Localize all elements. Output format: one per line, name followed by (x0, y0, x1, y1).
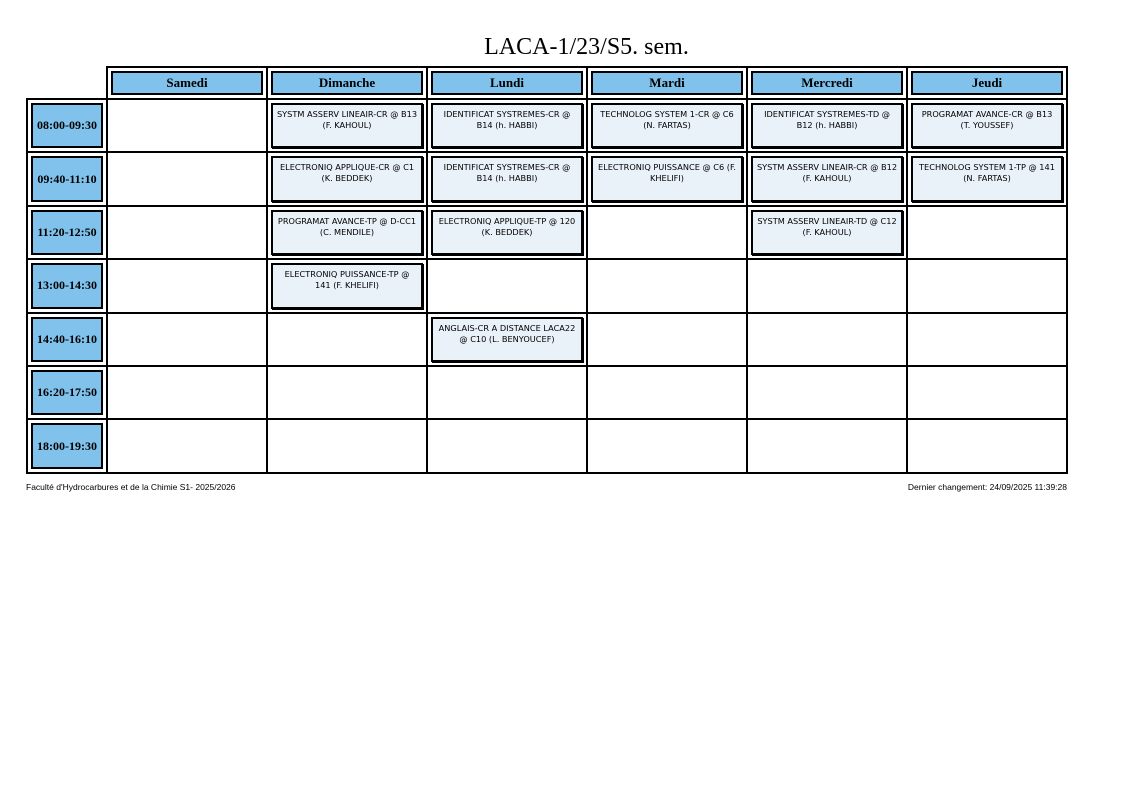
footer-last-change: Dernier changement: 24/09/2025 11:39:28 (907, 482, 1067, 492)
time-slot-header (26, 418, 106, 471)
timetable-cell (266, 258, 426, 311)
timetable-cell (106, 258, 266, 311)
day-header-dimanche (266, 66, 426, 98)
timetable-cell (746, 205, 906, 258)
time-slot-label: 14:40-16:10 (31, 317, 103, 362)
timetable-cell (426, 151, 586, 204)
timetable-cell (106, 151, 266, 204)
timetable-cell (906, 312, 1066, 365)
time-slot-label: 08:00-09:30 (31, 103, 103, 148)
timetable-cell (586, 151, 746, 204)
time-slot-label: 11:20-12:50 (31, 210, 103, 255)
course-entry[interactable]: SYSTM ASSERV LINEAIR-CR @ B13 (F. KAHOUL) (271, 103, 423, 148)
grid-corner (26, 66, 106, 98)
day-header-label: Mardi (591, 71, 743, 95)
timetable-cell (906, 258, 1066, 311)
timetable-cell (746, 98, 906, 151)
timetable-cell (266, 151, 426, 204)
timetable-cell (746, 365, 906, 418)
course-entry[interactable]: ELECTRONIQ PUISSANCE @ C6 (F. KHELIFI) (591, 156, 743, 201)
timetable-cell (426, 258, 586, 311)
timetable-cell (106, 418, 266, 471)
timetable-cell (426, 418, 586, 471)
timetable-cell (106, 365, 266, 418)
day-header-label: Mercredi (751, 71, 903, 95)
timetable-cell (586, 98, 746, 151)
time-slot-label: 16:20-17:50 (31, 370, 103, 415)
timetable-cell (746, 151, 906, 204)
timetable-cell (426, 98, 586, 151)
time-slot-header (26, 98, 106, 151)
footer-institution: Faculté d'Hydrocarbures et de la Chimie S1- 2025/2026 (26, 482, 236, 492)
timetable-cell (426, 365, 586, 418)
timetable-cell (586, 418, 746, 471)
time-slot-header (26, 151, 106, 204)
timetable-cell (426, 205, 586, 258)
timetable-cell (426, 312, 586, 365)
course-entry[interactable]: SYSTM ASSERV LINEAIR-TD @ C12 (F. KAHOUL) (751, 210, 903, 255)
time-slot-label: 18:00-19:30 (31, 423, 103, 468)
timetable-cell (586, 205, 746, 258)
day-header-lundi (426, 66, 586, 98)
time-slot-header (26, 365, 106, 418)
time-slot-label: 13:00-14:30 (31, 263, 103, 308)
timetable-cell (106, 312, 266, 365)
course-entry[interactable]: TECHNOLOG SYSTEM 1-CR @ C6 (N. FARTAS) (591, 103, 743, 148)
timetable-cell (106, 98, 266, 151)
timetable-cell (906, 205, 1066, 258)
course-entry[interactable]: ELECTRONIQ APPLIQUE-TP @ 120 (K. BEDDEK) (431, 210, 583, 255)
timetable-cell (586, 258, 746, 311)
timetable-cell (906, 365, 1066, 418)
day-header-jeudi (906, 66, 1066, 98)
timetable-cell (266, 98, 426, 151)
timetable-cell (266, 312, 426, 365)
day-header-samedi (106, 66, 266, 98)
timetable-cell (746, 258, 906, 311)
timetable-cell (586, 365, 746, 418)
course-entry[interactable]: ELECTRONIQ APPLIQUE-CR @ C1 (K. BEDDEK) (271, 156, 423, 201)
timetable-cell (906, 151, 1066, 204)
timetable-cell (746, 312, 906, 365)
day-header-label: Lundi (431, 71, 583, 95)
course-entry[interactable]: PROGRAMAT AVANCE-CR @ B13 (T. YOUSSEF) (911, 103, 1063, 148)
course-entry[interactable]: IDENTIFICAT SYSTREMES-CR @ B14 (h. HABBI) (431, 156, 583, 201)
timetable-cell (266, 365, 426, 418)
timetable-cell (906, 418, 1066, 471)
timetable-cell (906, 98, 1066, 151)
time-slot-header (26, 205, 106, 258)
course-entry[interactable]: IDENTIFICAT SYSTREMES-CR @ B14 (h. HABBI) (431, 103, 583, 148)
timetable-cell (746, 418, 906, 471)
timetable-cell (266, 418, 426, 471)
day-header-label: Samedi (111, 71, 263, 95)
day-header-mercredi (746, 66, 906, 98)
course-entry[interactable]: IDENTIFICAT SYSTREMES-TD @ B12 (h. HABBI) (751, 103, 903, 148)
timetable-cell (586, 312, 746, 365)
timetable-grid (26, 66, 1068, 474)
timetable-cell (266, 205, 426, 258)
course-entry[interactable]: SYSTM ASSERV LINEAIR-CR @ B12 (F. KAHOUL) (751, 156, 903, 201)
time-slot-header (26, 258, 106, 311)
course-entry[interactable]: PROGRAMAT AVANCE-TP @ D-CC1 (C. MENDILE) (271, 210, 423, 255)
page-title: LACA-1/23/S5. sem. (484, 34, 689, 60)
day-header-label: Jeudi (911, 71, 1063, 95)
day-header-label: Dimanche (271, 71, 423, 95)
course-entry[interactable]: ELECTRONIQ PUISSANCE-TP @ 141 (F. KHELIFI) (271, 263, 423, 308)
time-slot-label: 09:40-11:10 (31, 156, 103, 201)
timetable-cell (106, 205, 266, 258)
course-entry[interactable]: ANGLAIS-CR A DISTANCE LACA22 @ C10 (L. BENYOUCEF) (431, 317, 583, 362)
time-slot-header (26, 312, 106, 365)
course-entry[interactable]: TECHNOLOG SYSTEM 1-TP @ 141 (N. FARTAS) (911, 156, 1063, 201)
day-header-mardi (586, 66, 746, 98)
